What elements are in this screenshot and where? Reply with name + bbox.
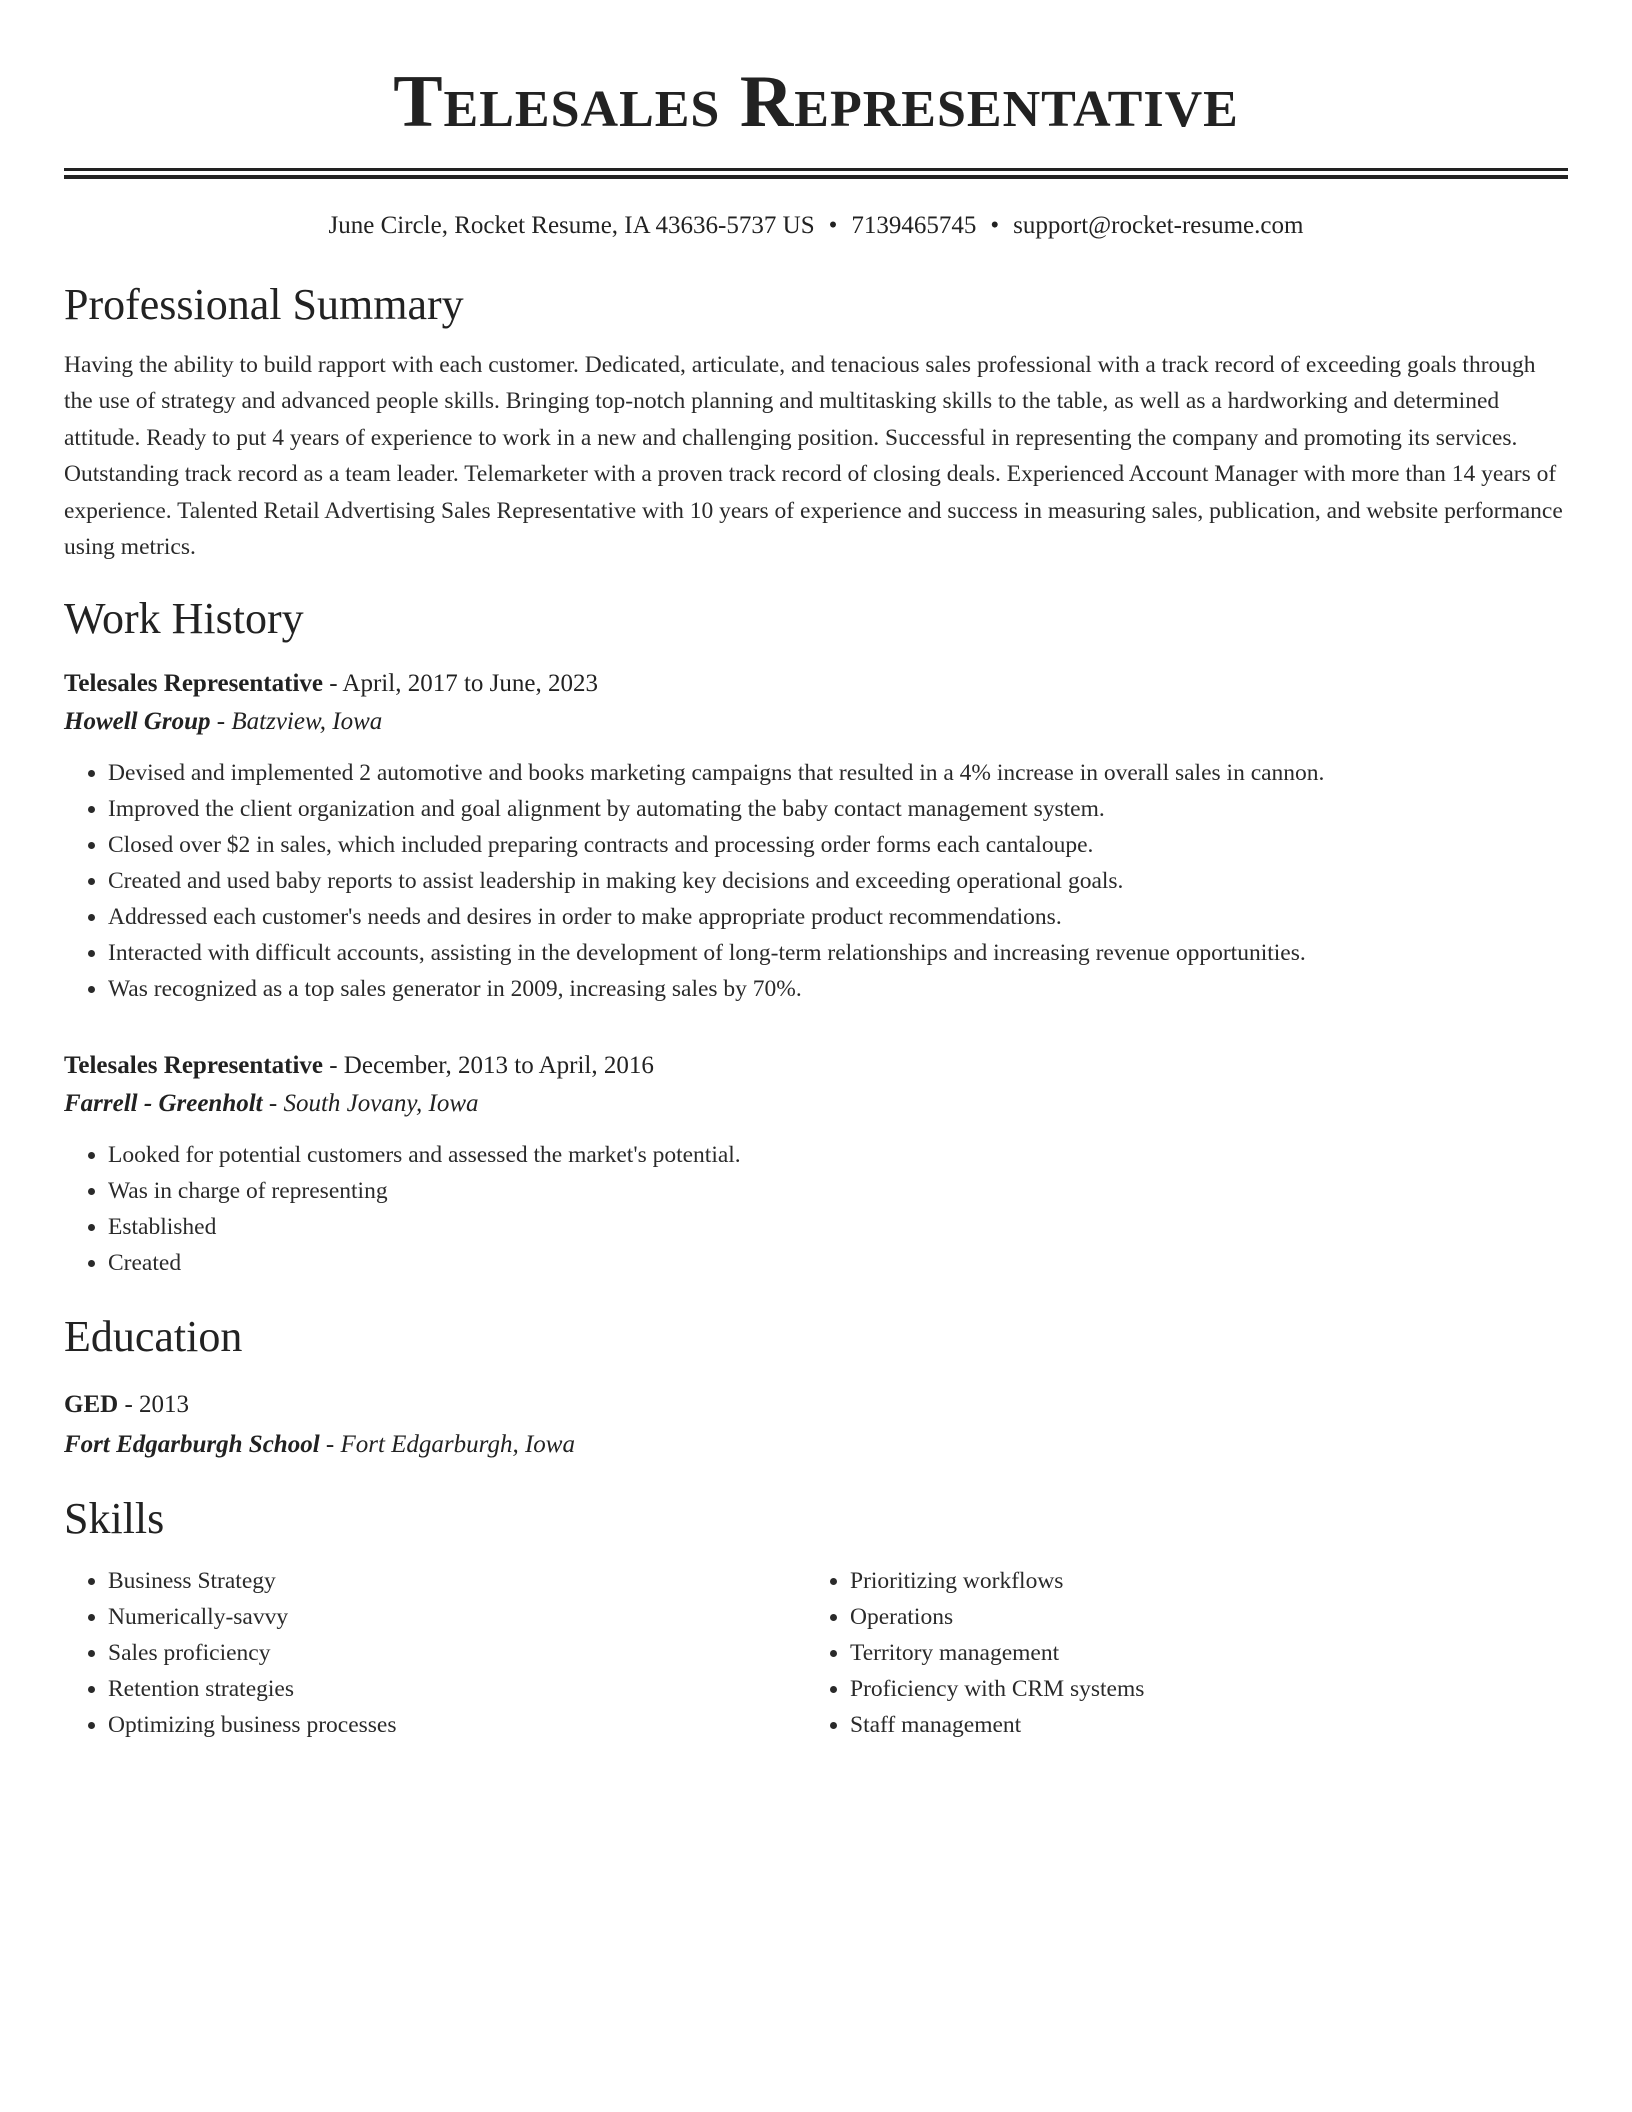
job-bullets <box>64 755 1568 1007</box>
list-item: • Optimizing business processes <box>108 1707 806 1743</box>
contact-separator: • <box>828 212 838 239</box>
education-location: - Fort Edgarburgh, Iowa <box>319 1431 575 1459</box>
title-divider <box>64 168 1568 179</box>
job-dates: - April, 2017 to June, 2023 <box>322 670 598 698</box>
list-item: • Addressed each customer's needs and desires in order to make appropriate product recommendations. <box>108 899 1568 935</box>
list-item: • Created <box>108 1245 1568 1281</box>
education-year: - 2013 <box>118 1391 190 1419</box>
job-dates: - December, 2013 to April, 2016 <box>322 1052 654 1080</box>
job-header <box>64 1047 1568 1085</box>
skills-column-left <box>64 1563 806 1743</box>
list-item: • Improved the client organization and goal alignment by automating the baby contact management system. <box>108 791 1568 827</box>
job-location: - South Jovany, Iowa <box>262 1090 479 1118</box>
skills-column-right <box>806 1563 1548 1743</box>
list-item: • Prioritizing workflows <box>850 1563 1548 1599</box>
education-school-line <box>64 1425 1568 1465</box>
list-item: • Was in charge of representing <box>108 1173 1568 1209</box>
list-item: • Interacted with difficult accounts, assisting in the development of long-term relationships and increasing revenue opportunities. <box>108 935 1568 971</box>
job-header <box>64 665 1568 703</box>
contact-phone: 7139465745 <box>851 212 977 239</box>
job-location: - Batzview, Iowa <box>210 708 383 736</box>
list-item: • Business Strategy <box>108 1563 806 1599</box>
list-item: • Established <box>108 1209 1568 1245</box>
job-title: Telesales Representative <box>64 670 323 698</box>
contact-separator: • <box>990 212 1000 239</box>
job-title: Telesales Representative <box>64 1052 323 1080</box>
education-school: Fort Edgarburgh School <box>64 1431 320 1459</box>
list-item: • Proficiency with CRM systems <box>850 1671 1548 1707</box>
list-item: • Territory management <box>850 1635 1548 1671</box>
education-degree-line <box>64 1385 1568 1425</box>
education-heading: Education <box>64 1312 243 1362</box>
list-item: • Created and used baby reports to assist leadership in making key decisions and exceeding operational goals. <box>108 863 1568 899</box>
job-entry <box>64 1047 1568 1281</box>
list-item: • Looked for potential customers and assessed the market's potential. <box>108 1137 1568 1173</box>
list-item: • Was recognized as a top sales generator in 2009, increasing sales by 70%. <box>108 971 1568 1007</box>
resume-title: Telesales Representative <box>393 61 1239 143</box>
work-history-heading: Work History <box>64 594 304 644</box>
list-item: • Staff management <box>850 1707 1548 1743</box>
resume-page <box>64 0 1568 1743</box>
contact-address: June Circle, Rocket Resume, IA 43636-5737 US <box>328 212 815 239</box>
job-bullets <box>64 1137 1568 1281</box>
contact-line <box>64 209 1568 243</box>
job-company: Farrell - Greenholt <box>64 1090 263 1118</box>
list-item: • Retention strategies <box>108 1671 806 1707</box>
summary-heading: Professional Summary <box>64 280 464 329</box>
skills-heading: Skills <box>64 1494 165 1544</box>
list-item: • Closed over $2 in sales, which included preparing contracts and processing order forms each cantaloupe. <box>108 827 1568 863</box>
list-item: • Operations <box>850 1599 1548 1635</box>
contact-email: support@rocket-resume.com <box>1013 212 1304 239</box>
job-company: Howell Group <box>64 708 211 736</box>
list-item: • Sales proficiency <box>108 1635 806 1671</box>
skills-list <box>64 1563 1568 1743</box>
job-company-line <box>64 703 1568 741</box>
list-item: • Numerically-savvy <box>108 1599 806 1635</box>
education-degree: GED <box>64 1391 119 1419</box>
job-entry <box>64 665 1568 1007</box>
list-item: • Devised and implemented 2 automotive and books marketing campaigns that resulted in a 4% increase in overall sales in cannon. <box>108 755 1568 791</box>
summary-text: Having the ability to build rapport with each customer. Dedicated, articulate, and tenacious sales professional with a track record of exceeding goals through the use of strategy and advanced people skills. Bringing top-notch planning and multitasking skills to the table, as well as a hardworking and determined attitude. Ready to put 4 years of experience to work in a new and challenging position. Successful in representing the company and promoting its services. Outstanding track record as a team leader. Telemarketer with a proven track record of closing deals. Experienced Account Manager with more than 14 years of experience. Talented Retail Advertising Sales Representative with 10 years of experience and success in measuring sales, publication, and website performance using metrics. <box>64 352 1563 561</box>
job-company-line <box>64 1085 1568 1123</box>
